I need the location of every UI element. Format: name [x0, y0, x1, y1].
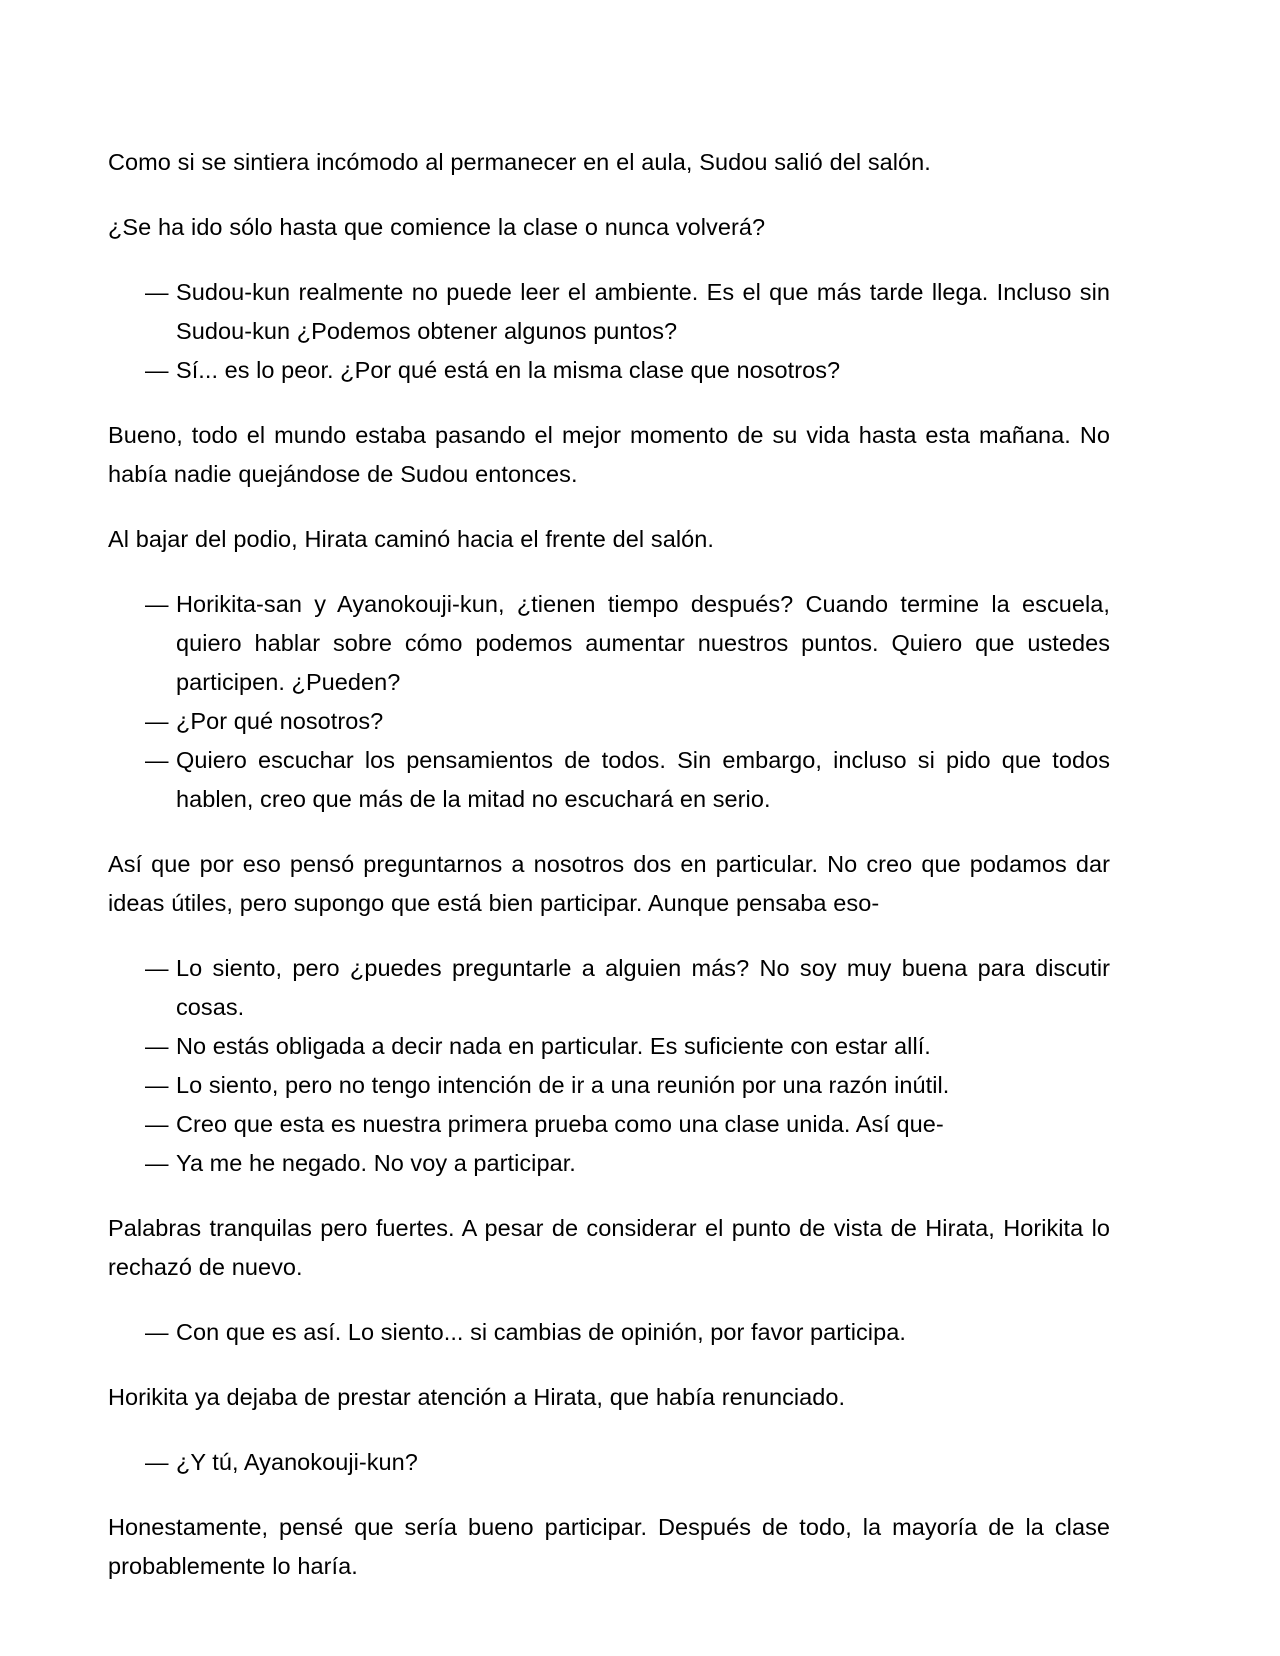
em-dash-marker: —: [145, 955, 169, 981]
dialogue-line-text: Quiero escuchar los pensamientos de todos. Sin embargo, incluso si pido que todos hablen, creo que más de la mitad no escuchará en serio.: [176, 747, 1110, 812]
dialogue-line: [145, 1313, 1110, 1352]
em-dash-marker: —: [145, 747, 169, 773]
dialogue-group-y-tu-ayanokouji: [108, 1443, 1110, 1482]
dialogue-line-text: Lo siento, pero no tengo intención de ir a una reunión por una razón inútil.: [176, 1072, 950, 1098]
dialogue-line: [145, 1144, 1110, 1183]
dialogue-line: [145, 1443, 1110, 1482]
dialogue-line-text: Ya me he negado. No voy a participar.: [176, 1150, 576, 1176]
dialogue-line: [145, 1066, 1110, 1105]
em-dash-marker: —: [145, 279, 169, 305]
dialogue-group-hirata-reunion: [108, 585, 1110, 819]
em-dash-marker: —: [145, 708, 169, 734]
paragraph-se-ha-ido: ¿Se ha ido sólo hasta que comience la clase o nunca volverá?: [108, 214, 766, 240]
em-dash-marker: —: [145, 1072, 169, 1098]
em-dash-marker: —: [145, 1033, 169, 1059]
dialogue-line: [145, 702, 1110, 741]
em-dash-marker: —: [145, 1111, 169, 1137]
paragraph-honestamente-pense: Honestamente, pensé que sería bueno participar. Después de todo, la mayoría de la clase probablemente lo haría.: [108, 1514, 1110, 1579]
dialogue-line: [145, 351, 1110, 390]
dialogue-line-text: ¿Por qué nosotros?: [176, 708, 384, 734]
dialogue-line: [145, 949, 1110, 1027]
em-dash-marker: —: [145, 591, 169, 617]
dialogue-line-text: No estás obligada a decir nada en particular. Es suficiente con estar allí.: [176, 1033, 931, 1059]
dialogue-group-horikita-rechazo: [108, 949, 1110, 1183]
dialogue-line-text: Horikita-san y Ayanokouji-kun, ¿tienen tiempo después? Cuando termine la escuela, quiero hablar sobre cómo podemos aumentar nuestros puntos. Quiero que ustedes participen. ¿Pueden?: [176, 591, 1110, 695]
dialogue-line: [145, 273, 1110, 351]
document-body: [108, 143, 1110, 1586]
em-dash-marker: —: [145, 1150, 169, 1176]
dialogue-line: [145, 741, 1110, 819]
em-dash-marker: —: [145, 1449, 169, 1475]
paragraph-asi-que-por-eso: Así que por eso pensó preguntarnos a nosotros dos en particular. No creo que podamos dar ideas útiles, pero supongo que está bien participar. Aunque pensaba eso-: [108, 851, 1110, 916]
paragraph-sudou-salio: Como si se sintiera incómodo al permanecer en el aula, Sudou salió del salón.: [108, 149, 931, 175]
dialogue-line-text: Sí... es lo peor. ¿Por qué está en la misma clase que nosotros?: [176, 357, 841, 383]
dialogue-line-text: Con que es así. Lo siento... si cambias de opinión, por favor participa.: [176, 1319, 906, 1345]
paragraph-palabras-tranquilas: Palabras tranquilas pero fuertes. A pesar de considerar el punto de vista de Hirata, Horikita lo rechazó de nuevo.: [108, 1215, 1110, 1280]
dialogue-line-text: Creo que esta es nuestra primera prueba como una clase unida. Así que-: [176, 1111, 944, 1137]
dialogue-group-sudou-ambiente: [108, 273, 1110, 390]
paragraph-bueno-todo-el-mundo: Bueno, todo el mundo estaba pasando el mejor momento de su vida hasta esta mañana. No había nadie quejándose de Sudou entonces.: [108, 422, 1110, 487]
em-dash-marker: —: [145, 1319, 169, 1345]
dialogue-line-text: Sudou-kun realmente no puede leer el ambiente. Es el que más tarde llega. Incluso sin Sudou-kun ¿Podemos obtener algunos puntos?: [176, 279, 1110, 344]
em-dash-marker: —: [145, 357, 169, 383]
dialogue-line: [145, 1105, 1110, 1144]
dialogue-group-con-que-es-asi: [108, 1313, 1110, 1352]
dialogue-line: [145, 1027, 1110, 1066]
dialogue-line-text: ¿Y tú, Ayanokouji-kun?: [176, 1449, 418, 1475]
dialogue-line-text: Lo siento, pero ¿puedes preguntarle a alguien más? No soy muy buena para discutir cosas.: [176, 955, 1110, 1020]
paragraph-horikita-ya-dejaba: Horikita ya dejaba de prestar atención a Hirata, que había renunciado.: [108, 1384, 846, 1410]
paragraph-al-bajar-del-podio: Al bajar del podio, Hirata caminó hacia el frente del salón.: [108, 526, 714, 552]
dialogue-line: [145, 585, 1110, 702]
